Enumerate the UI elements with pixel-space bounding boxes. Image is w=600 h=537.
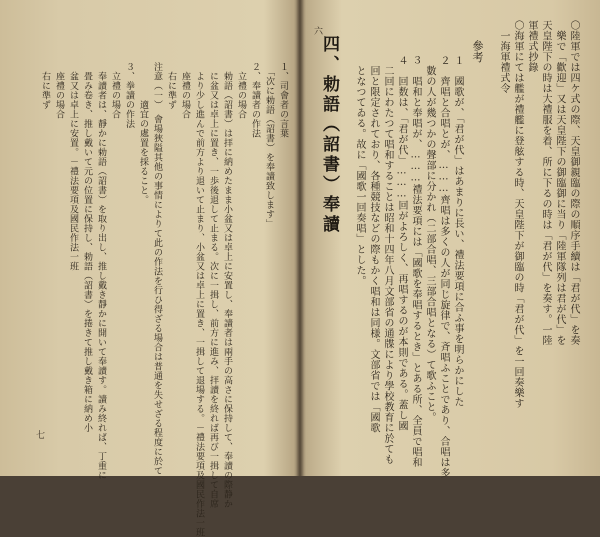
left-page xyxy=(0,0,298,537)
text-column: 座禮の場合 xyxy=(180,62,190,119)
text-column: １、司會者の言葉 xyxy=(278,62,288,138)
text-column: に盆又は卓上に置き、一歩後退して止まる。次に一揖し、前方に進み、拝讀を終れば再び一揖して自席 xyxy=(208,62,218,509)
text-column: 右に準ず xyxy=(166,62,176,110)
text-column: ３、拳讀の作法 xyxy=(124,62,134,129)
text-column: 回と限定されており、各種競技などの際もかく唱和は同様。文部省では「國歌 xyxy=(368,55,379,433)
text-column: 〇海軍にては艦が禮艦に登舷する時、天皇陛下が御臨の時「君が代」を一回奏樂す xyxy=(512,20,523,409)
text-column: より少し進んで前方より退いて止まり、小盆又は卓上に置き、一揖して退場する。－禮法要項及國民作法一班 xyxy=(194,62,204,537)
page-number: 七 xyxy=(36,431,46,441)
section-heading: 四、勅語（詔書）奉讀 xyxy=(319,35,339,235)
text-column: となつてゐる。故に「國歌一回奏唱」とした。 xyxy=(354,55,365,286)
text-column: 立禮の場合 xyxy=(110,62,120,119)
text-column: ２ 齊唱と合唱とが、………齊唱は多くの人が同じ旋律で、斉唱ふことであり、合唱は多 xyxy=(438,55,449,478)
right-page xyxy=(302,0,600,476)
text-column: ３ 唱和と奉唱が、………禮法要項には「國歌を奉唱するとき」とある所、全員で唱和 xyxy=(410,55,421,468)
text-column: 二回にわたつて唱和することは昭和十四年八月文部省の通牒により學校教育に於ても xyxy=(382,55,393,465)
text-column: 勅語（詔書）は拝に納めたまま小盆又は卓上に安置し、奉讀者は兩手の高さに保持して、奉讀の際静か xyxy=(222,62,232,509)
text-column: 奉讀者は、靜かに勅語（詔書）を取り出し、推し戴き靜かに開いて奉讀す。讀み終れば、丁重に xyxy=(96,62,106,480)
page-number: 六 xyxy=(314,27,324,37)
text-column: 軍禮式抄錄 xyxy=(526,20,537,73)
text-column: 〇陸軍では四ケ式の際、天皇御親臨の際の順序手續は「君が代」を奏 xyxy=(568,20,579,346)
text-column: 右に準ず xyxy=(40,62,50,110)
text-column: ２、奉讀者の作法 xyxy=(250,62,260,138)
text-column: 注意（一） 會場狹隘其他の事情によりて此の作法を行ひ得ざる場合は普通を失せざる程度に於て xyxy=(152,62,162,476)
text-column: 畳み卷き、推し戴いて元の位置に保持し、勅語（詔書）を捲きて推し戴き箱に納め小 xyxy=(82,62,92,433)
text-column: 一海軍禮式令 xyxy=(498,20,509,94)
text-column: 盆又は卓上に安置。－禮法要項及國民作法一班 xyxy=(68,62,78,271)
text-column: 適宜の處置を採ること。 xyxy=(138,62,148,205)
text-column: 天皇陛下の時は大禮服を着、所に下るの時は「君が代」を奏す。一陸 xyxy=(540,20,551,346)
text-column: 數の人が幾つかの聲部に分かれ（二部合唱、三部合唱となる）て歌ふこと。 xyxy=(424,55,435,423)
text-column: 座禮の場合 xyxy=(54,62,64,119)
text-column: ４ 回数は、「君が代」………回がよろしく、再唱するのが本則である。蓋し國 xyxy=(396,55,407,431)
text-column: 樂で「歡迎」又は天皇陛下の御臨御に当り「陸軍隊列は君が代」を xyxy=(554,20,565,346)
text-column: １ 國歌が、「君が代」はあまりに長い、禮法要項に合ふ事を明らかにした xyxy=(452,55,463,407)
text-column: 「次に勅語（詔書）を奉讀致します」 xyxy=(264,62,274,229)
text-column: 立禮の場合 xyxy=(236,62,246,119)
sanko-label: 參考 xyxy=(471,40,484,63)
